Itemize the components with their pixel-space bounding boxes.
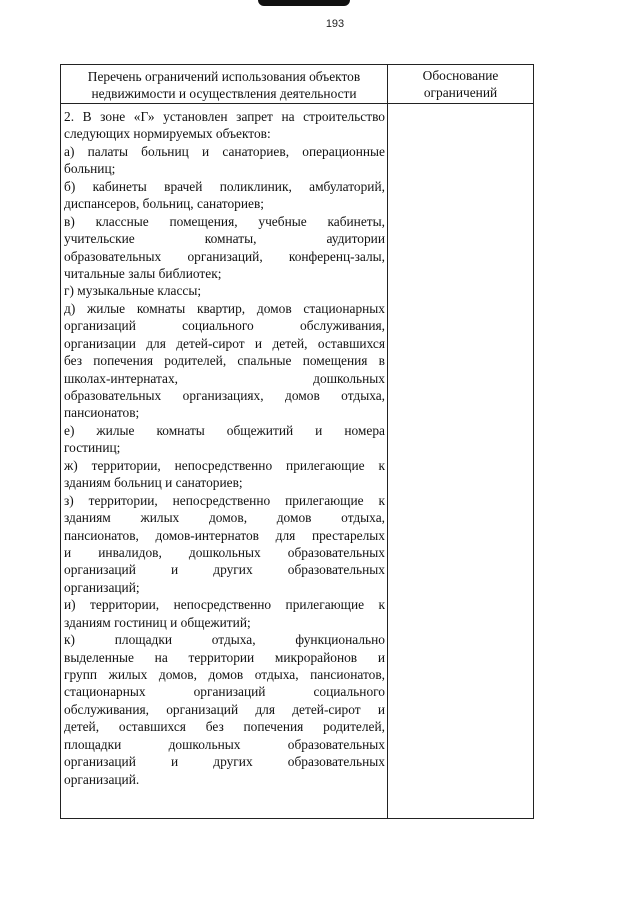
text-line: г) музыкальные классы;: [64, 283, 202, 299]
text-line: учительские комнаты, аудитории: [64, 231, 385, 247]
header-justification: [388, 65, 534, 104]
text-line: в) классные помещения, учебные кабинеты,: [64, 213, 385, 229]
text-line: групп жилых домов, домов отдыха, пансионатов,: [64, 667, 385, 682]
text-line: и инвалидов, дошкольных образовательных: [64, 544, 385, 560]
text-line: площадки дошкольных образовательных: [64, 736, 385, 752]
text-line: диспансеров, больниц, санаториев;: [64, 196, 265, 212]
justification-text: [388, 104, 533, 108]
text-line: пансионатов, домов-интернатов для престарелых: [64, 527, 385, 543]
text-line: образовательных организациях, домов отдыха,: [64, 388, 385, 403]
text-line: организаций социального обслуживания,: [64, 318, 385, 334]
text-line: б) кабинеты врачей поликлиник, амбулаторий,: [64, 178, 385, 194]
text-line: школах-интернатах, дошкольных: [64, 370, 385, 386]
restrictions-text-block: [61, 104, 387, 788]
text-line: читальные залы библиотек;: [64, 265, 222, 281]
text-line: стационарных организаций социального: [64, 684, 385, 700]
text-line: следующих нормируемых объектов:: [64, 126, 271, 142]
restrictions-cell: [61, 104, 388, 819]
text-line: ж) территории, непосредственно прилегающие к: [64, 457, 385, 473]
header-justification-text: Обоснование ограничений: [422, 68, 499, 100]
text-line: без попечения родителей, спальные помещения в: [64, 353, 385, 369]
text-line: образовательных организаций, конференц-залы,: [64, 248, 385, 264]
text-line: зданиям гостиниц и общежитий;: [64, 614, 251, 630]
text-line: детей, оставшихся без попечения родителей,: [64, 719, 385, 735]
text-line: организаций и других образовательных: [64, 562, 385, 578]
text-line: гостиниц;: [64, 440, 121, 456]
text-line: 2. В зоне «Г» установлен запрет на строительство: [64, 109, 385, 124]
text-line: зданиям жилых домов, домов отдыха,: [64, 510, 385, 526]
scan-artifact: [258, 0, 350, 6]
text-line: больниц;: [64, 161, 116, 177]
text-line: организаций и других образовательных: [64, 754, 385, 770]
text-line: е) жилые комнаты общежитий и номера: [64, 422, 385, 438]
header-restrictions-list: [61, 65, 388, 104]
text-line: организаций.: [64, 771, 140, 787]
table-header-row: [61, 65, 534, 104]
text-line: к) площадки отдыха, функционально: [64, 632, 385, 648]
text-line: обслуживания, организаций для детей-сирот и: [64, 701, 385, 717]
text-line: пансионатов;: [64, 405, 140, 421]
table-row: [61, 104, 534, 819]
text-line: а) палаты больниц и санаториев, операционные: [64, 143, 385, 159]
page-number: 193: [325, 18, 345, 30]
text-line: зданиям больниц и санаториев;: [64, 475, 243, 491]
justification-cell: [388, 104, 534, 819]
text-line: организации для детей-сирот и детей, оставшихся: [64, 335, 385, 351]
text-line: з) территории, непосредственно прилегающие к: [64, 492, 385, 508]
text-line: д) жилые комнаты квартир, домов стационарных: [64, 300, 385, 316]
header-restrictions-list-text: Перечень ограничений использования объектов недвижимости и осуществления деятельности: [87, 69, 361, 101]
text-line: выделенные на территории микрорайонов и: [64, 649, 385, 665]
text-line: организаций;: [64, 579, 140, 595]
text-line: и) территории, непосредственно прилегающие к: [64, 597, 385, 613]
restrictions-table: [60, 64, 534, 819]
